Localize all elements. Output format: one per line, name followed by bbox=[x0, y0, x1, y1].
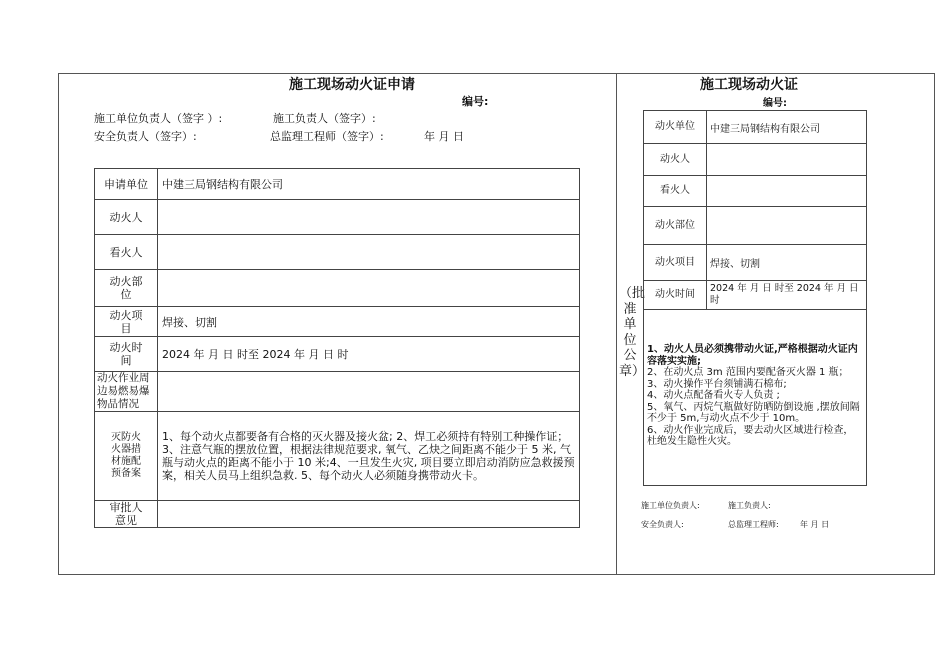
permit-project-value: 焊接、切割 bbox=[710, 259, 760, 270]
permit-location-label: 动火部位 bbox=[644, 207, 707, 245]
permit-project-value-cell[interactable] bbox=[707, 245, 867, 281]
permit-unit-value-cell[interactable] bbox=[707, 111, 867, 144]
application-title: 施工现场动火证申请 bbox=[289, 77, 415, 93]
permit-table bbox=[643, 110, 867, 486]
permit-time-label: 动火时间 bbox=[644, 281, 707, 310]
application-number-label: 编号: bbox=[462, 95, 489, 108]
application-sign-unit-head: 施工单位负责人（签字 ）: bbox=[94, 112, 223, 125]
unit-label: 申请单位 bbox=[95, 169, 158, 200]
permit-requirements bbox=[644, 310, 867, 486]
permit-watch-person-value[interactable] bbox=[707, 176, 867, 207]
permit-req-4: 4、动火点配备看火专人负责 ; bbox=[647, 390, 780, 401]
surroundings-value[interactable] bbox=[158, 372, 580, 412]
permit-req-3: 3、动火操作平台须铺满石棉布; bbox=[647, 378, 787, 390]
surroundings-label: 动火作业周边易燃易爆物品情况 bbox=[95, 372, 158, 412]
application-sign-chief-supervisor: 总监理工程师（签字）: bbox=[270, 130, 384, 143]
approval-label: 审批人意见 bbox=[95, 501, 158, 528]
permit-watch-person-label: 看火人 bbox=[644, 176, 707, 207]
project-label: 动火项目 bbox=[95, 307, 158, 337]
approval-seal-text: （批准单位公章） bbox=[619, 286, 646, 379]
center-divider bbox=[616, 73, 617, 575]
permit-sign-date: 年 月 日 bbox=[800, 520, 830, 529]
permit-req-2: 2、在动火点 3m 范围内要配备灭火器 1 瓶； bbox=[647, 367, 849, 378]
watch-person-label: 看火人 bbox=[95, 235, 158, 270]
fire-person-value[interactable] bbox=[158, 200, 580, 235]
application-sign-construction-head: 施工负责人（签字）: bbox=[273, 112, 376, 125]
approval-value[interactable] bbox=[158, 501, 580, 528]
permit-project-label: 动火项目 bbox=[644, 245, 707, 281]
measures-label: 灭防火火器措材施配预备案 bbox=[95, 412, 158, 501]
permit-req-title: 1、动火人员必须携带动火证,严格根据动火证内容落实实施; bbox=[647, 344, 858, 367]
unit-value-cell[interactable] bbox=[158, 169, 580, 200]
application-sign-date: 年 月 日 bbox=[424, 130, 464, 143]
application-sign-safety-head: 安全负责人（签字）: bbox=[94, 130, 197, 143]
permit-req-6: 6、动火作业完成后，要去动火区域进行检查，杜绝发生隐性火灾。 bbox=[647, 424, 854, 447]
permit-number-label: 编号: bbox=[763, 98, 787, 109]
permit-title: 施工现场动火证 bbox=[700, 77, 798, 93]
measures-text: 1、每个动火点都要备有合格的灭火器及接火盆; 2、焊工必须持有特别工种操作证；3、注意气瓶的摆放位置，根据法律规范要求, 氧气、乙炔之间距离不能少于 5 米, 气瓶与动火点的距离不能小于 10 米;4、一旦发生火灾, 项目要立即启动消防应急救援预案，相关人员马上组织急救. 5、每个动火人必须随身携带动火卡。 bbox=[158, 412, 580, 501]
permit-unit-value: 中建三局钢结构有限公司 bbox=[710, 123, 820, 135]
location-label: 动火部位 bbox=[95, 270, 158, 307]
permit-sign-safety-head: 安全负责人: bbox=[641, 520, 684, 529]
permit-fire-person-value[interactable] bbox=[707, 144, 867, 176]
permit-sign-chief-supervisor: 总监理工程师: bbox=[728, 520, 779, 529]
permit-time-value-cell[interactable] bbox=[707, 281, 867, 310]
project-value-cell[interactable] bbox=[158, 307, 580, 337]
application-table bbox=[94, 168, 580, 528]
permit-location-value[interactable] bbox=[707, 207, 867, 245]
time-value: 2024 年 月 日 时至 2024 年 月 日 时 bbox=[162, 348, 349, 361]
location-value[interactable] bbox=[158, 270, 580, 307]
time-label: 动火时间 bbox=[95, 337, 158, 372]
permit-sign-construction-head: 施工负责人: bbox=[728, 501, 771, 510]
permit-fire-person-label: 动火人 bbox=[644, 144, 707, 176]
permit-req-5: 5、氧气、丙烷气瓶做好防晒防倒设施 ,摆放间隔不少于 5m,与动火点不少于 10m。 bbox=[647, 401, 860, 424]
fire-person-label: 动火人 bbox=[95, 200, 158, 235]
permit-sign-unit-head: 施工单位负责人: bbox=[641, 501, 700, 510]
unit-value: 中建三局钢结构有限公司 bbox=[162, 178, 283, 191]
watch-person-value[interactable] bbox=[158, 235, 580, 270]
permit-time-value: 2024 年 月 日 时至 2024 年 月 日 时 bbox=[710, 283, 859, 306]
time-value-cell[interactable] bbox=[158, 337, 580, 372]
project-value: 焊接、切割 bbox=[162, 315, 217, 329]
permit-unit-label: 动火单位 bbox=[644, 111, 707, 144]
